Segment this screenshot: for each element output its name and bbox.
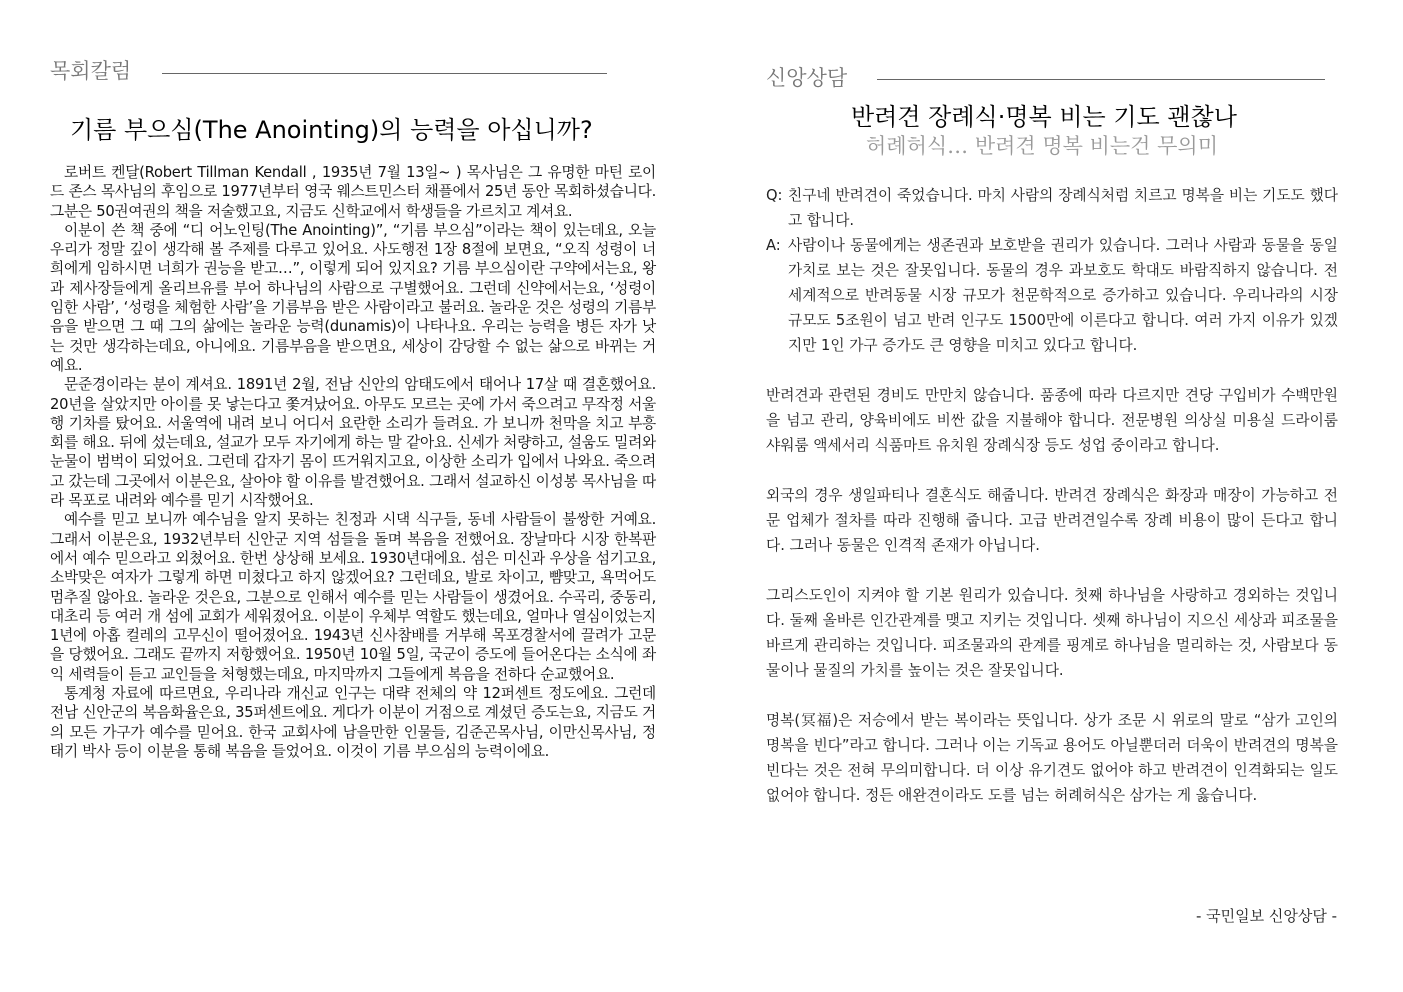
question-label: Q: bbox=[766, 187, 783, 204]
article-paragraph: 로버트 켄달(Robert Tillman Kendall , 1935년 7월 13일~ ) 목사님은 그 유명한 마틴 로이드 존스 목사님의 후임으로 1977년부터 영국 웨스트민스터 채플에서 25년 동안 목회하셨습니다. 그분은 50권여권의 책을 저술했고요, 지금도 신학교에서 학생들을 가르치고 계셔요. bbox=[50, 164, 656, 220]
article-paragraph: 예수를 믿고 보니까 예수님을 알지 못하는 친정과 시댁 식구들, 동네 사람들이 불쌍한 거예요. 그래서 이분은요, 1932년부터 신안군 지역 섬들을 돌며 복음을 전했어요. 장날마다 시장 한복판에서 예수 믿으라고 외쳤어요. 한번 상상해 보세요. 1930년대에요. 섬은 미신과 우상을 섬기고요, 소박맞은 여자가 그렇게 하면 미쳤다고 하지 않겠어요? 그런데요, 발로 차이고, 뺨맞고, 욕먹어도 멈추질 않아요. 놀라운 것은요, 그분으로 인해서 예수를 믿는 사람들이 생겼어요. 수곡리, 중동리, 대초리 등 여러 개 섬에 교회가 세워졌어요. 이분이 우체부 역할도 했는데요, 얼마나 열심이었는지 1년에 아홉 컬레의 고무신이 떨어졌어요. 1943년 신사참배를 거부해 목포경찰서에 끌려가 고문을 당했어요. 그래도 끝까지 저항했어요. 1950년 10월 5일, 국군이 증도에 들어온다는 소식에 좌익 세력들이 듣고 교인들을 처형했는데요, 마지막까지 그들에게 복음을 전하다 순교했어요. bbox=[50, 511, 656, 683]
section-divider bbox=[162, 73, 607, 74]
section-divider bbox=[877, 79, 1325, 80]
counsel-body bbox=[766, 183, 1338, 808]
column-section-label: 목회칼럼 bbox=[50, 59, 132, 83]
answer-text: 사람이나 동물에게는 생존권과 보호받을 권리가 있습니다. 그러나 사람과 동물을 동일 가치로 보는 것은 잘못입니다. 동물의 경우 과보호도 학대도 바람직하지 않습니다. 전 세계적으로 반려동물 시장 규모가 천문학적으로 증가하고 있습니다. 우리나라의 시장 규모도 5조원이 넘고 반려 인구도 1500만에 이른다고 합니다. 여러 가지 이유가 있겠지만 1인 가구 증가도 큰 영향을 미치고 있다고 합니다. bbox=[788, 237, 1338, 354]
counsel-paragraph: 명복(冥福)은 저승에서 받는 복이라는 뜻입니다. 상가 조문 시 위로의 말로 “삼가 고인의 명복을 빈다”라고 합니다. 그러나 이는 기독교 용어도 아닐뿐더러 더욱이 반려견의 명복을 빈다는 것은 전혀 무의미합니다. 더 이상 유기견도 없어야 하고 반려견이 인격화되는 일도 없어야 합니다. 정든 애완견이라도 도를 넘는 허례허식은 삼가는 게 옳습니다. bbox=[766, 712, 1338, 804]
counsel-paragraph: 외국의 경우 생일파티나 결혼식도 해줍니다. 반려견 장례식은 화장과 매장이 가능하고 전문 업체가 절차를 따라 진행해 줍니다. 고급 반려견일수록 장례 비용이 많이 든다고 합니다. 그러나 동물은 인격적 존재가 아닙니다. bbox=[766, 487, 1338, 554]
counsel-paragraph: 그리스도인이 지켜야 할 기본 원리가 있습니다. 첫째 하나님을 사랑하고 경외하는 것입니다. 둘째 올바른 인간관계를 맺고 지키는 것입니다. 셋째 하나님이 지으신 세상과 피조물을 바르게 관리하는 것입니다. 피조물과의 관계를 핑계로 하나님을 멀리하는 것, 사람보다 동물이나 물질의 가치를 높이는 것은 잘못입니다. bbox=[766, 587, 1338, 679]
article-paragraph: 문준경이라는 분이 계셔요. 1891년 2월, 전남 신안의 암태도에서 태어나 17살 때 결혼했어요. 20년을 살았지만 아이를 못 낳는다고 쫓겨났어요. 아무도 모르는 곳에 가서 죽으려고 무작정 서울행 기차를 탔어요. 서울역에 내려 보니 어디서 요란한 소리가 들려요. 가 보니까 천막을 치고 부흥회를 해요. 뒤에 섰는데요, 설교가 모두 자기에게 하는 말 같아요. 신세가 처량하고, 설움도 밀려와 눈물이 범벅이 되었어요. 그런데 갑자기 몸이 뜨거워지고요, 이상한 소리가 입에서 나와요. 죽으려고 갔는데 그곳에서 이분은요, 살아야 할 이유를 발견했어요. 그래서 설교하신 이성봉 목사님을 따라 목포로 내려와 예수를 믿기 시작했어요. bbox=[50, 376, 656, 510]
article-paragraph: 통계청 자료에 따르면요, 우리나라 개신교 인구는 대략 전체의 약 12퍼센트 정도에요. 그런데 전남 신안군의 복음화율은요, 35퍼센트에요. 게다가 이분이 거점으로 계셨던 증도는요, 지금도 거의 모든 가구가 예수를 믿어요. 한국 교회사에 남을만한 인물들, 김준곤목사님, 이만신목사님, 정태기 박사 등이 이분을 통해 복음을 들었어요. 이것이 기름 부으심의 능력이에요. bbox=[50, 685, 656, 760]
answer-block bbox=[766, 233, 1338, 358]
source-signature: - 국민일보 신앙상담 - bbox=[1195, 907, 1337, 925]
counsel-paragraph: 반려견과 관련된 경비도 만만치 않습니다. 품종에 따라 다르지만 견당 구입비가 수백만원을 넘고 관리, 양육비에도 비싼 값을 지불해야 합니다. 전문병원 의상실 미용실 드라이룸 샤워룸 액세서리 식품마트 유치원 장례식장 등도 성업 중이라고 합니다. bbox=[766, 387, 1338, 454]
article-title: 기름 부으심(The Anointing)의 능력을 아십니까? bbox=[70, 116, 593, 144]
question-block bbox=[766, 183, 1338, 233]
counsel-subtitle: 허례허식… 반려견 명복 비는건 무의미 bbox=[866, 134, 1218, 158]
left-page bbox=[0, 0, 700, 992]
article-body bbox=[50, 163, 656, 761]
counsel-section-label: 신앙상담 bbox=[766, 66, 848, 90]
right-page bbox=[700, 0, 1403, 992]
question-text: 친구네 반려견이 죽었습니다. 마치 사람의 장례식처럼 치르고 명복을 비는 기도도 했다고 합니다. bbox=[788, 187, 1338, 229]
article-paragraph: 이분이 쓴 책 중에 “디 어노인팅(The Anointing)”, “기름 부으심”이라는 책이 있는데요, 오늘 우리가 정말 깊이 생각해 볼 주제를 다루고 있어요. 사도행전 1장 8절에 보면요, “오직 성령이 너희에게 임하시면 너희가 권능을 받고…”, 이렇게 되어 있지요? 기름 부으심이란 구약에서는요, 왕과 제사장들에게 올리브유를 부어 하나님의 사람으로 구별했어요. 그런데 신약에서는요, ‘성령이 임한 사람’, ‘성령을 체험한 사람’을 기름부음 받은 사람이라고 불러요. 놀라운 것은 성령의 기름부음을 받으면 그 때 그의 삶에는 놀라운 능력(dunamis)이 나타나요. 우리는 능력을 병든 자가 낫는 것만 생각하는데요, 아니에요. 기름부음을 받으면요, 세상이 감당할 수 없는 삶으로 바뀌는 거예요. bbox=[50, 221, 656, 374]
counsel-title: 반려견 장례식·명복 비는 기도 괜찮나 bbox=[851, 103, 1237, 131]
answer-label: A: bbox=[766, 237, 781, 254]
